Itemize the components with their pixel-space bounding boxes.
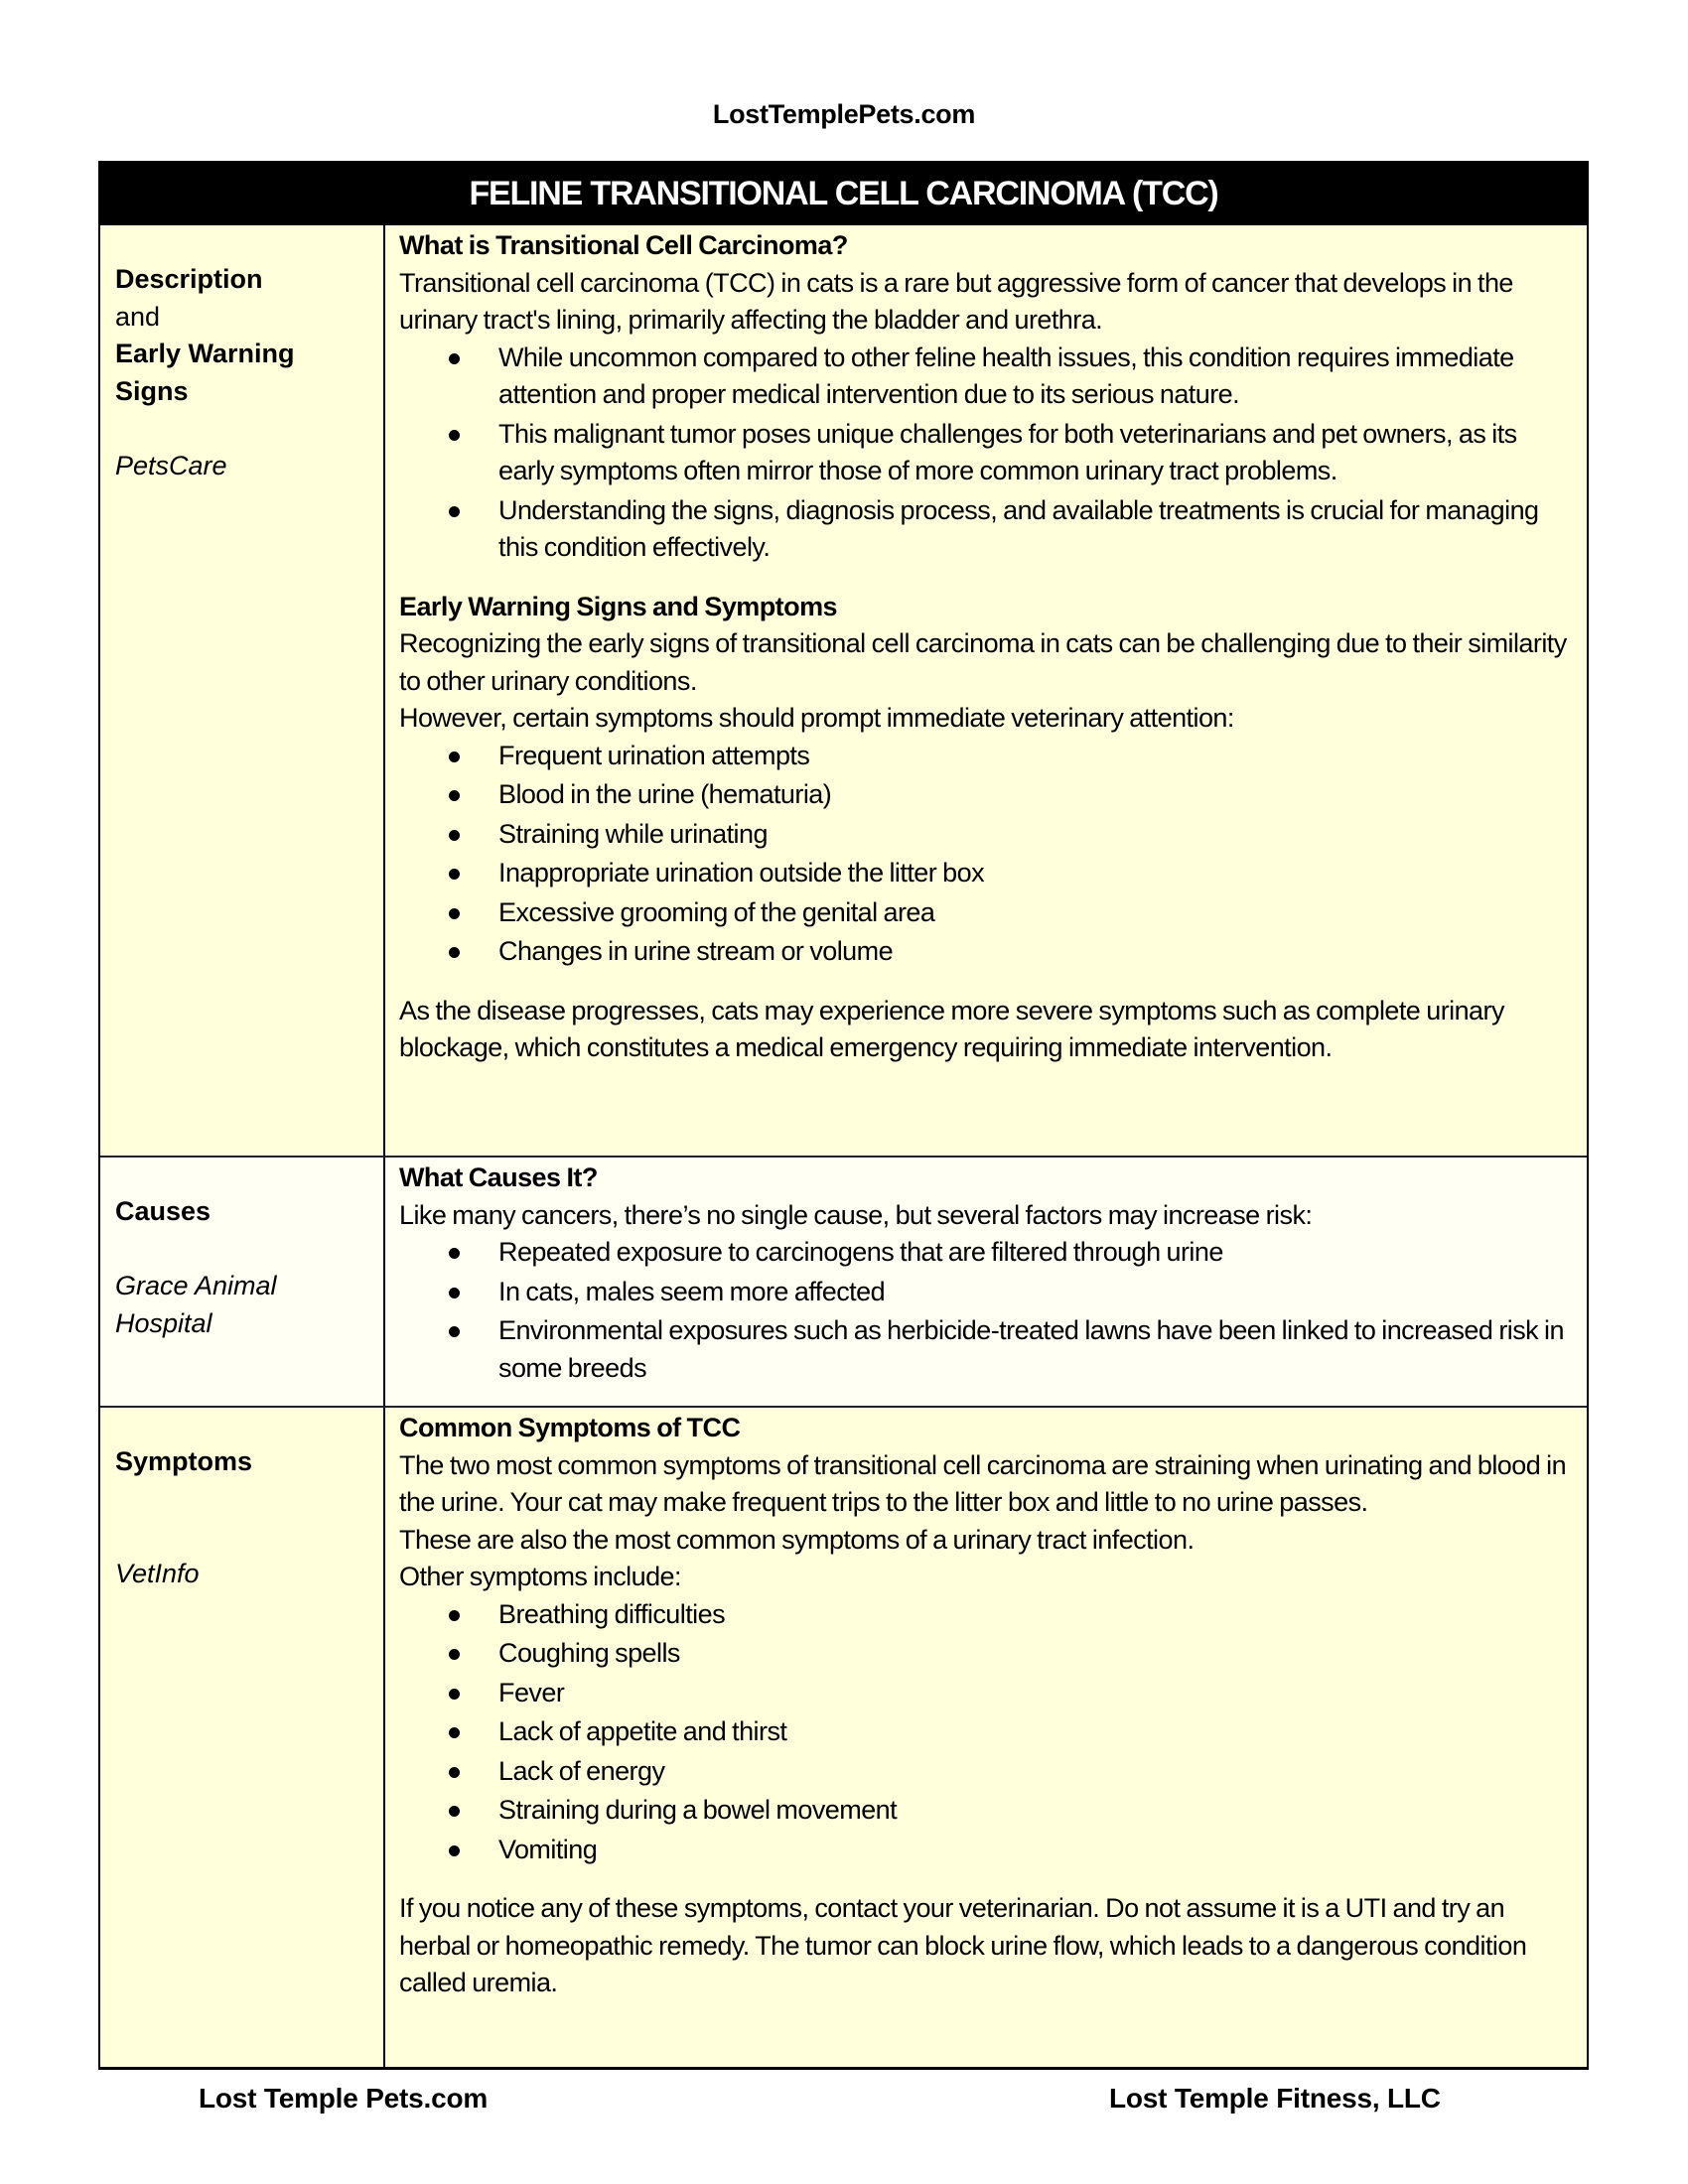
list-item-text: Lack of energy — [498, 1755, 665, 1786]
bullet-icon — [449, 1806, 460, 1817]
list-item-text: Vomiting — [498, 1834, 598, 1864]
row-content-cell — [385, 225, 1587, 1156]
list-item — [399, 816, 1575, 854]
bullet-icon — [449, 430, 460, 441]
row-source: VetInfo — [115, 1558, 200, 1588]
bullet-list — [399, 1234, 1575, 1387]
row-content-cell — [385, 1408, 1587, 2067]
list-item — [399, 1635, 1575, 1673]
list-item-text: Environmental exposures such as herbicide-treated lawns have been linked to increased risk in some breeds — [498, 1315, 1564, 1383]
bullet-list — [399, 1596, 1575, 1869]
row-symptoms — [100, 1406, 1587, 2067]
list-item — [399, 776, 1575, 814]
list-item-text: Excessive grooming of the genital area — [498, 896, 935, 927]
row-label-title: Description — [115, 264, 263, 294]
bullet-icon — [449, 790, 460, 801]
bullet-icon — [449, 751, 460, 762]
section-intro: Recognizing the early signs of transitional cell carcinoma in cats can be challenging due to their similarity to other urinary conditions. — [399, 628, 1567, 696]
bullet-icon — [449, 1727, 460, 1738]
list-item — [399, 933, 1575, 971]
section-heading: What is Transitional Cell Carcinoma? — [399, 230, 848, 260]
list-item-text: Straining during a bowel movement — [498, 1795, 898, 1825]
list-item-text: Coughing spells — [498, 1638, 680, 1668]
section-intro: Like many cancers, there’s no single cause, but several factors may increase risk: — [399, 1199, 1313, 1230]
list-item — [399, 1832, 1575, 1869]
list-item — [399, 1312, 1575, 1387]
footer-left: Lost Temple Pets.com — [199, 2083, 489, 2114]
footer-right: Lost Temple Fitness, LLC — [1109, 2083, 1441, 2114]
row-source: Grace Animal Hospital — [115, 1271, 277, 1338]
title-bar — [100, 163, 1587, 225]
bullet-icon — [449, 908, 460, 919]
section-heading: Common Symptoms of TCC — [399, 1413, 741, 1442]
row-label-subtitle: Early Warning Signs — [115, 339, 295, 406]
list-item — [399, 1675, 1575, 1712]
row-label-cell — [100, 1408, 385, 2067]
list-item — [399, 492, 1575, 567]
list-item — [399, 340, 1575, 414]
list-item — [399, 855, 1575, 892]
section-intro: The two most common symptoms of transitional cell carcinoma are straining when urinating and blood in the urine. Your cat may make frequent trips to the litter box and little to no urine passes. — [399, 1449, 1567, 1517]
bullet-icon — [449, 1610, 460, 1621]
row-causes — [100, 1156, 1587, 1406]
bullet-list — [399, 738, 1575, 971]
section-intro-2: However, certain symptoms should prompt immediate veterinary attention: — [399, 703, 1234, 733]
bullet-icon — [449, 1288, 460, 1298]
section-heading: What Causes It? — [399, 1162, 598, 1192]
list-item-text: Inappropriate urination outside the litter box — [498, 858, 985, 887]
list-item — [399, 1753, 1575, 1791]
section-closing: If you notice any of these symptoms, contact your veterinarian. Do not assume it is a UTI and try an herbal or homeopathic remedy. The tumor can block urine flow, which leads to a dangerous condition called uremia. — [399, 1893, 1527, 1997]
list-item — [399, 1234, 1575, 1272]
section-intro-2: These are also the most common symptoms of a urinary tract infection. — [399, 1524, 1195, 1555]
section-heading: Early Warning Signs and Symptoms — [399, 591, 837, 621]
list-item — [399, 1713, 1575, 1751]
row-label-connector: and — [115, 301, 161, 332]
list-item-text: Changes in urine stream or volume — [498, 936, 894, 966]
list-item — [399, 1792, 1575, 1830]
list-item — [399, 1274, 1575, 1311]
bullet-icon — [449, 830, 460, 841]
bullet-icon — [449, 869, 460, 880]
list-item-text: Breathing difficulties — [498, 1598, 726, 1629]
row-label-cell — [100, 225, 385, 1156]
list-item-text: Repeated exposure to carcinogens that are filtered through urine — [498, 1237, 1223, 1267]
list-item-text: Fever — [498, 1677, 565, 1707]
list-item — [399, 1596, 1575, 1634]
bullet-icon — [449, 353, 460, 364]
row-content-cell — [385, 1158, 1587, 1406]
info-table — [98, 161, 1589, 2070]
list-item — [399, 738, 1575, 775]
bullet-icon — [449, 1767, 460, 1778]
section-intro-3: Other symptoms include: — [399, 1562, 681, 1591]
document-title: FELINE TRANSITIONAL CELL CARCINOMA (TCC) — [469, 175, 1218, 212]
section-intro: Transitional cell carcinoma (TCC) in cats is a rare but aggressive form of cancer that develops in the urinary tract's lining, primarily affecting the bladder and urethra. — [399, 267, 1513, 335]
bullet-icon — [449, 947, 460, 958]
row-label-cell — [100, 1158, 385, 1406]
row-label-title: Causes — [115, 1196, 211, 1226]
list-item-text: Lack of appetite and thirst — [498, 1716, 787, 1746]
site-header: LostTemplePets.com — [712, 99, 976, 129]
bullet-icon — [449, 1248, 460, 1259]
bullet-icon — [449, 1649, 460, 1660]
bullet-icon — [449, 1689, 460, 1700]
list-item — [399, 894, 1575, 932]
list-item — [399, 416, 1575, 490]
bullet-icon — [449, 1326, 460, 1337]
list-item-text: While uncommon compared to other feline health issues, this condition requires immediate attention and proper medical intervention due to its serious nature. — [498, 341, 1514, 409]
row-description — [100, 225, 1587, 1156]
list-item-text: Blood in the urine (hematuria) — [498, 779, 832, 809]
list-item-text: This malignant tumor poses unique challenges for both veterinarians and pet owners, as its early symptoms often mirror those of more common urinary tract problems. — [498, 418, 1517, 485]
bullet-icon — [449, 506, 460, 517]
bullet-list — [399, 340, 1575, 567]
row-source: PetsCare — [115, 450, 227, 480]
section-closing: As the disease progresses, cats may experience more severe symptoms such as complete urinary blockage, which constitutes a medical emergency requiring immediate intervention. — [399, 995, 1504, 1062]
list-item-text: Frequent urination attempts — [498, 740, 810, 770]
row-label-title: Symptoms — [115, 1446, 253, 1476]
list-item-text: Straining while urinating — [498, 818, 768, 849]
list-item-text: In cats, males seem more affected — [498, 1276, 886, 1306]
bullet-icon — [449, 1845, 460, 1856]
list-item-text: Understanding the signs, diagnosis process, and available treatments is crucial for managing this condition effectively. — [498, 494, 1539, 562]
